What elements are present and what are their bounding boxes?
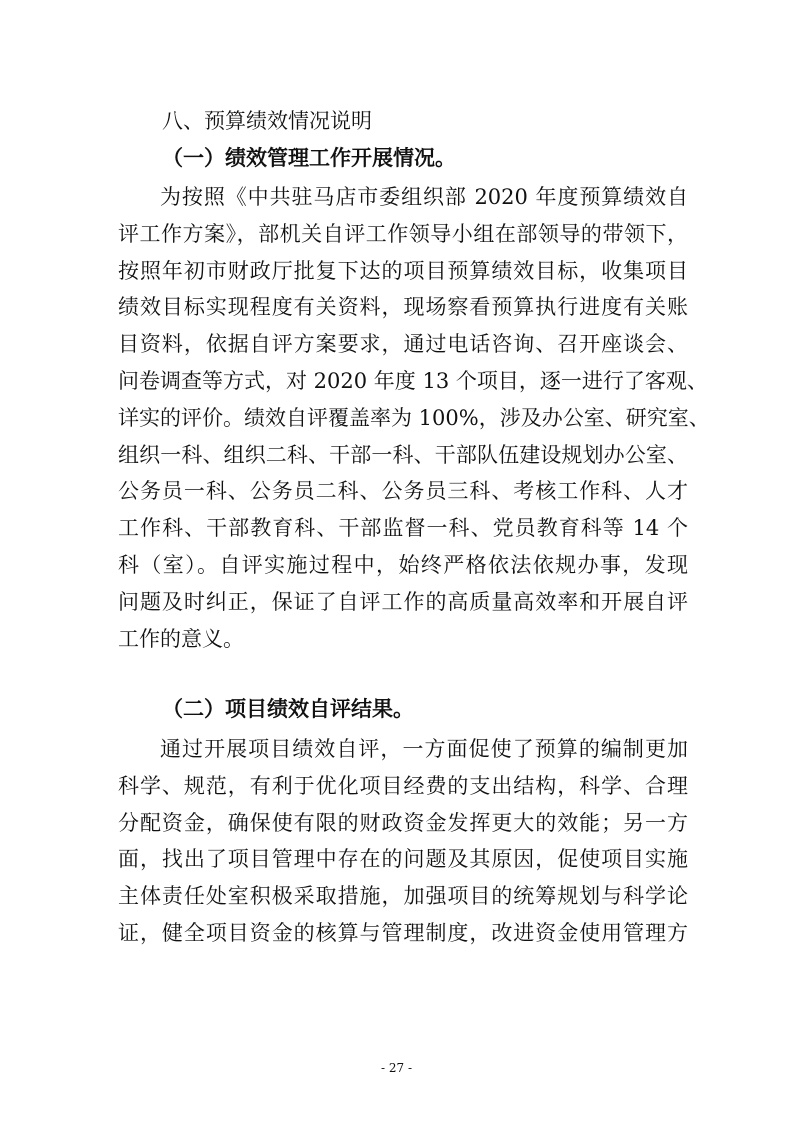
paragraph-line: 通过开展项目绩效自评，一方面促使了预算的编制更加: [160, 737, 688, 761]
paragraph-line: 详实的评价。绩效自评覆盖率为 100%，涉及办公室、研究室、: [118, 405, 710, 430]
paragraph-line: 目资料，依据自评方案要求，通过电话咨询、召开座谈会、: [118, 332, 688, 357]
paragraph-line: 评工作方案》，部机关自评工作领导小组在部领导的带领下，: [118, 221, 688, 246]
paragraph-line: 工作科、干部教育科、干部监督一科、党员教育科等 14 个: [118, 516, 688, 541]
subsection-2-title: （二）项目绩效自评结果。: [162, 696, 414, 721]
paragraph-line: 组织一科、组织二科、干部一科、干部队伍建设规划办公室、: [118, 442, 688, 467]
page-number: - 27 -: [380, 1061, 412, 1075]
paragraph-line: 按照年初市财政厅批复下达的项目预算绩效目标，收集项目: [118, 258, 688, 283]
subsection-1-title: （一）绩效管理工作开展情况。: [162, 145, 456, 170]
paragraph-line: 面，找出了项目管理中存在的问题及其原因，促使项目实施: [118, 847, 688, 872]
paragraph-line: 绩效目标实现程度有关资料，现场察看预算执行进度有关账: [118, 295, 688, 320]
paragraph-line: 科学、规范，有利于优化项目经费的支出结构，科学、合理: [118, 773, 688, 798]
paragraph-line: 为按照《中共驻马店市委组织部 2020 年度预算绩效自: [160, 185, 688, 209]
paragraph-line: 主体责任处室积极采取措施，加强项目的统筹规划与科学论: [118, 884, 688, 909]
subsection-2-paragraph: [118, 731, 688, 952]
paragraph-line: 公务员一科、公务员二科、公务员三科、考核工作科、人才: [118, 479, 688, 504]
paragraph-line: 证，健全项目资金的核算与管理制度，改进资金使用管理方: [118, 920, 688, 945]
subsection-1-paragraph: [118, 179, 710, 657]
paragraph-line: 工作的意义。: [118, 626, 244, 651]
paragraph-line: 问卷调查等方式，对 2020 年度 13 个项目，逐一进行了客观、: [118, 368, 708, 393]
paragraph-line: 问题及时纠正，保证了自评工作的高质量高效率和开展自评: [118, 589, 688, 614]
section-heading: 八、预算绩效情况说明: [162, 109, 372, 133]
paragraph-line: 分配资金，确保使有限的财政资金发挥更大的效能；另一方: [118, 810, 688, 835]
paragraph-line: 科（室）。自评实施过程中，始终严格依法依规办事，发现: [118, 552, 688, 577]
